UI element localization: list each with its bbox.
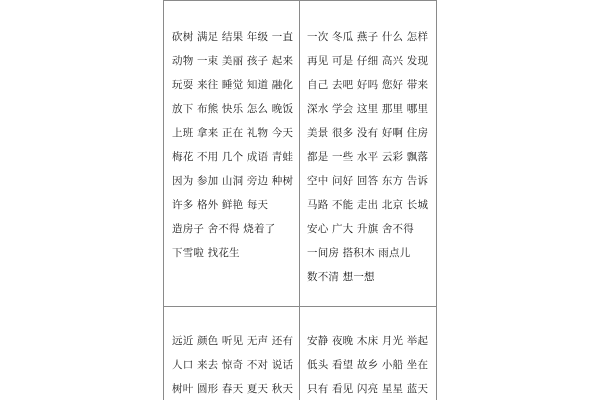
- word-line: 树叶 圆形 春天 夏天 秋天: [172, 383, 294, 395]
- word-line: 人口 来去 惊奇 不对 说话: [172, 359, 294, 371]
- word-line: 深水 学会 这里 那里 哪里: [307, 103, 429, 115]
- word-line: 砍树 满足 结果 年级 一直: [172, 31, 294, 43]
- word-line: 放下 布熊 快乐 怎么 晚饭: [172, 103, 294, 115]
- center-divider: [299, 0, 300, 400]
- word-line: 数不清 想一想: [307, 271, 375, 283]
- word-line: 动物 一束 美丽 孩子 起来: [172, 55, 294, 67]
- word-line: 再见 可是 仔细 高兴 发现: [307, 55, 429, 67]
- word-line: 自己 去吧 好吗 您好 带来: [307, 79, 429, 91]
- word-line: 远近 颜色 听见 无声 还有: [172, 335, 294, 347]
- word-line: 上班 拿来 正在 礼物 今天: [172, 127, 294, 139]
- word-line: 安心 广大 升旗 舍不得: [307, 223, 414, 235]
- left-border: [163, 0, 164, 400]
- word-line: 一次 冬瓜 燕子 什么 怎样: [307, 31, 429, 43]
- word-line: 梅花 不用 几个 成语 青蛙: [172, 151, 294, 163]
- word-line: 一间房 搭积木 雨点儿: [307, 247, 411, 259]
- word-line: 安静 夜晚 木床 月光 举起: [307, 335, 429, 347]
- word-line: 美景 很多 没有 好啊 住房: [307, 127, 429, 139]
- word-line: 造房子 舍不得 烧着了: [172, 223, 276, 235]
- word-line: 只有 看见 闪亮 星星 蓝天: [307, 383, 429, 395]
- word-line: 马路 不能 走出 北京 长城: [307, 199, 429, 211]
- word-line: 都是 一些 水平 云彩 飘落: [307, 151, 429, 163]
- right-border: [436, 0, 437, 400]
- word-line: 下雪啦 找花生: [172, 247, 240, 259]
- word-line: 因为 参加 山洞 旁边 种树: [172, 175, 294, 187]
- word-line: 空中 问好 回答 东方 告诉: [307, 175, 429, 187]
- word-line: 许多 格外 鲜艳 每天: [172, 199, 269, 211]
- top-border-right: [300, 0, 436, 1]
- word-line: 玩耍 来往 睡觉 知道 融化: [172, 79, 294, 91]
- top-border-left: [163, 0, 300, 1]
- section-divider: [163, 306, 436, 307]
- word-line: 低头 看望 故乡 小船 坐在: [307, 359, 429, 371]
